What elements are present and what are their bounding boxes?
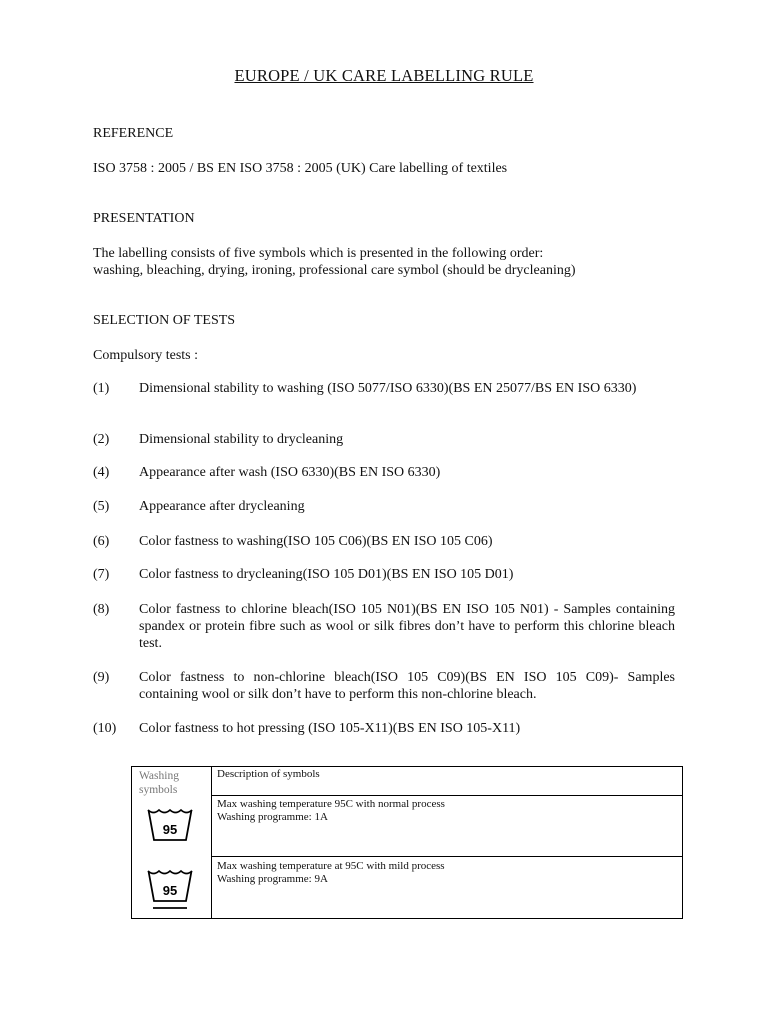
test-item-number: (1) — [93, 381, 110, 396]
test-item-number: (2) — [93, 432, 110, 447]
wash-temperature-label: 95 — [162, 822, 178, 837]
test-item-text: Color fastness to washing(ISO 105 C06)(BS EN ISO 105 C06) — [139, 534, 493, 549]
table-header-symbols: Washing symbols — [139, 770, 179, 796]
reference-text: ISO 3758 : 2005 / BS EN ISO 3758 : 2005 (UK) Care labelling of textiles — [93, 161, 508, 176]
row-description-line-2: Washing programme: 1A — [217, 810, 328, 823]
wash-temperature-label: 95 — [162, 883, 178, 898]
test-item-number: (9) — [93, 670, 110, 685]
test-item-text: Color fastness to chlorine bleach(ISO 105 N01)(BS EN ISO 105 N01) - Samples containing spandex or protein fibre such as wool or silk fibres don’t have to perform this chlorine bleach test. — [139, 602, 675, 651]
test-item-text: Dimensional stability to washing (ISO 5077/ISO 6330)(BS EN 25077/BS EN ISO 6330) — [139, 381, 637, 396]
test-item-text: Appearance after drycleaning — [139, 499, 305, 514]
test-item-number: (6) — [93, 534, 110, 549]
table-row-description — [217, 860, 445, 885]
test-item-number: (8) — [93, 602, 110, 617]
row-description-line-1: Max washing temperature 95C with normal process — [217, 798, 445, 810]
compulsory-tests-label: Compulsory tests : — [93, 348, 199, 363]
washtub-95-normal-icon — [147, 807, 193, 843]
presentation-line-2: washing, bleaching, drying, ironing, professional care symbol (should be drycleaning) — [93, 263, 576, 278]
reference-heading: REFERENCE — [93, 126, 174, 141]
test-item-number: (4) — [93, 465, 110, 480]
test-item-text: Appearance after wash (ISO 6330)(BS EN ISO 6330) — [139, 465, 441, 480]
page-title: EUROPE / UK CARE LABELLING RULE — [234, 66, 534, 85]
test-item-number: (7) — [93, 567, 110, 582]
washtub-95-mild-icon — [147, 868, 193, 914]
presentation-line-1: The labelling consists of five symbols which is presented in the following order: — [93, 246, 544, 261]
selection-heading: SELECTION OF TESTS — [93, 313, 236, 328]
washing-symbols-table — [131, 766, 683, 919]
test-item-text: Dimensional stability to drycleaning — [139, 432, 344, 447]
table-header-description: Description of symbols — [217, 768, 320, 780]
test-item-number: (10) — [93, 721, 117, 736]
test-item-text: Color fastness to drycleaning(ISO 105 D01)(BS EN ISO 105 D01) — [139, 567, 514, 582]
row-description-line-1: Max washing temperature at 95C with mild process — [217, 860, 445, 872]
table-row-description — [217, 798, 445, 823]
row-description-line-2: Washing programme: 9A — [217, 872, 328, 885]
test-item-number: (5) — [93, 499, 110, 514]
test-item-text: Color fastness to non-chlorine bleach(ISO 105 C09)(BS EN ISO 105 C09)- Samples containing wool or silk don’t have to perform this non-chlorine bleach. — [139, 670, 675, 702]
presentation-heading: PRESENTATION — [93, 211, 195, 226]
test-item-text: Color fastness to hot pressing (ISO 105-X11)(BS EN ISO 105-X11) — [139, 721, 521, 736]
